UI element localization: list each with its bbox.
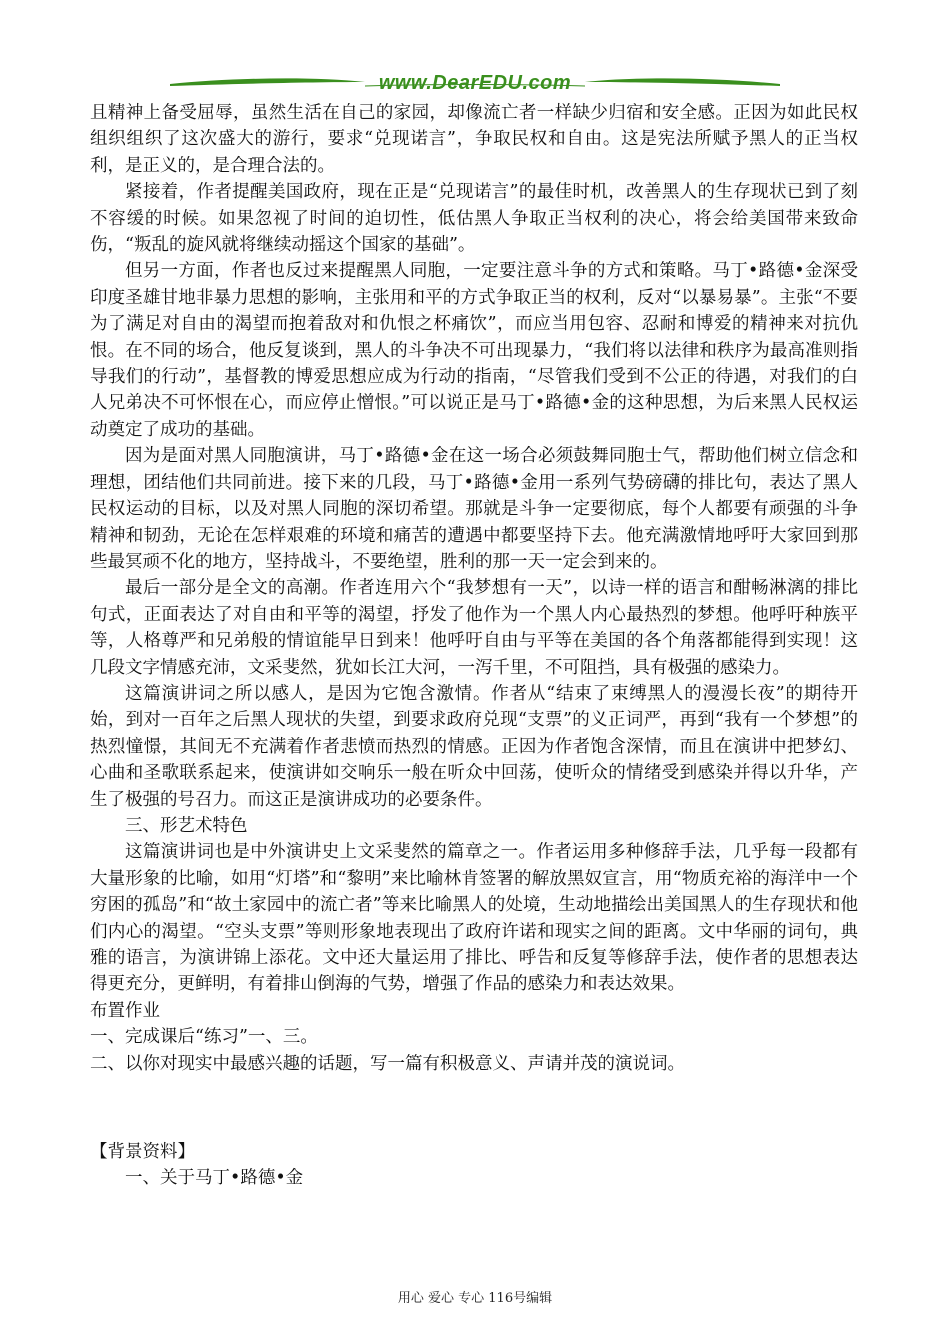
paragraph: 这篇演讲词也是中外演讲史上文采斐然的篇章之一。作者运用多种修辞手法，几乎每一段都有大量形象的比喻，如用“灯塔”和“黎明”来比喻林肯签署的解放黑奴宣言，用“物质充裕的海洋中一个穷困的孤岛”和“故土家园中的流亡者”等来比喻黑人的处境，生动地描绘出美国黑人的生存现状和他们内心的渴望。“空头支票”等则形象地表现出了政府许诺和现实之间的距离。文中华丽的词句，典雅的语言，为演讲锦上添花。文中还大量运用了排比、呼告和反复等修辞手法，使作者的思想表达得更充分，更鲜明，有着排山倒海的气势，增强了作品的感染力和表达效果。 [90,842,858,995]
site-header [170,70,780,104]
paragraph: 因为是面对黑人同胞演讲，马丁•路德•金在这一场合必须鼓舞同胞士气，帮助他们树立信念和理想，团结他们共同前进。接下来的几段，马丁•路德•金用一系列气势磅礴的排比句，表达了黑人民权运动的目标，以及对黑人同胞的深切希望。那就是斗争一定要彻底，每个人都要有顽强的斗争精神和韧劲，无论在怎样艰难的环境和痛苦的遭遇中都要坚持下去。他充满激情地呼吁大家回到那些最冥顽不化的地方，坚持战斗，不要绝望，胜利的那一天一定会到来的。 [90,446,858,572]
paragraph: 且精神上备受屈辱，虽然生活在自己的家园，却像流亡者一样缺少归宿和安全感。正因为如此民权组织组织了这次盛大的游行，要求“兑现诺言”，争取民权和自由。这是宪法所赋予黑人的正当权利，是正义的，是合理合法的。 [90,103,858,176]
site-logo-text[interactable]: www.DearEDU.com [378,72,572,94]
paragraph: 紧接着，作者提醒美国政府，现在正是“兑现诺言”的最佳时机，改善黑人的生存现状已到了刻不容缓的时候。如果忽视了时间的迫切性，低估黑人争取正当权利的决心，将会给美国带来致命伤，“叛乱的旋风就将继续动摇这个国家的基础”。 [90,182,858,256]
article-body [90,100,858,1192]
appendix-subheading: 一、关于马丁•路德•金 [125,1168,304,1189]
homework-heading: 布置作业 [90,1000,160,1021]
appendix-heading: 【背景资料】 [90,1142,195,1163]
section-heading: 三、形艺术特色 [125,815,248,836]
page-footer: 用心 爱心 专心 116号编辑 [397,1291,553,1306]
homework-item: 一、完成课后“练习”一、三。 [90,1027,318,1048]
paragraph: 最后一部分是全文的高潮。作者连用六个“我梦想有一天”，以诗一样的语言和酣畅淋漓的排比句式，正面表达了对自由和平等的渴望，抒发了他作为一个黑人内心最热烈的梦想。他呼吁种族平等，人格尊严和兄弟般的情谊能早日到来！他呼吁自由与平等在美国的各个角落都能得到实现！这几段文字情感充沛，文采斐然，犹如长江大河，一泻千里，不可阻挡，具有极强的感染力。 [90,578,858,678]
paragraph: 这篇演讲词之所以感人，是因为它饱含激情。作者从“结束了束缚黑人的漫漫长夜”的期待开始，到对一百年之后黑人现状的失望，到要求政府兑现“支票”的义正词严，再到“我有一个梦想”的热烈憧憬，其间无不充满着作者悲愤而热烈的情感。正因为作者饱含深情，而且在演讲中把梦幻、心曲和圣歌联系起来，使演讲如交响乐一般在听众中回荡，使听众的情绪受到感染并得以升华，产生了极强的号召力。而这正是演讲成功的必要条件。 [90,683,858,810]
paragraph: 但另一方面，作者也反过来提醒黑人同胞，一定要注意斗争的方式和策略。马丁•路德•金深受印度圣雄甘地非暴力思想的影响，主张用和平的方式争取正当的权利，反对“以暴易暴”。主张“不要为了满足对自由的渴望而抱着敌对和仇恨之杯痛饮”，而应当用包容、忍耐和博爱的精神来对抗仇恨。在不同的场合，他反复谈到，黑人的斗争决不可出现暴力，“我们将以法律和秩序为最高准则指导我们的行动”，基督教的博爱思想应成为行动的指南，“尽管我们受到不公正的待遇，对我们的白人兄弟决不可怀恨在心，而应停止憎恨。”可以说正是马丁•路德•金的这种思想，为后来黑人民权运动奠定了成功的基础。 [90,261,858,440]
homework-item: 二、以你对现实中最感兴趣的话题，写一篇有积极意义、声请并茂的演说词。 [90,1053,685,1074]
